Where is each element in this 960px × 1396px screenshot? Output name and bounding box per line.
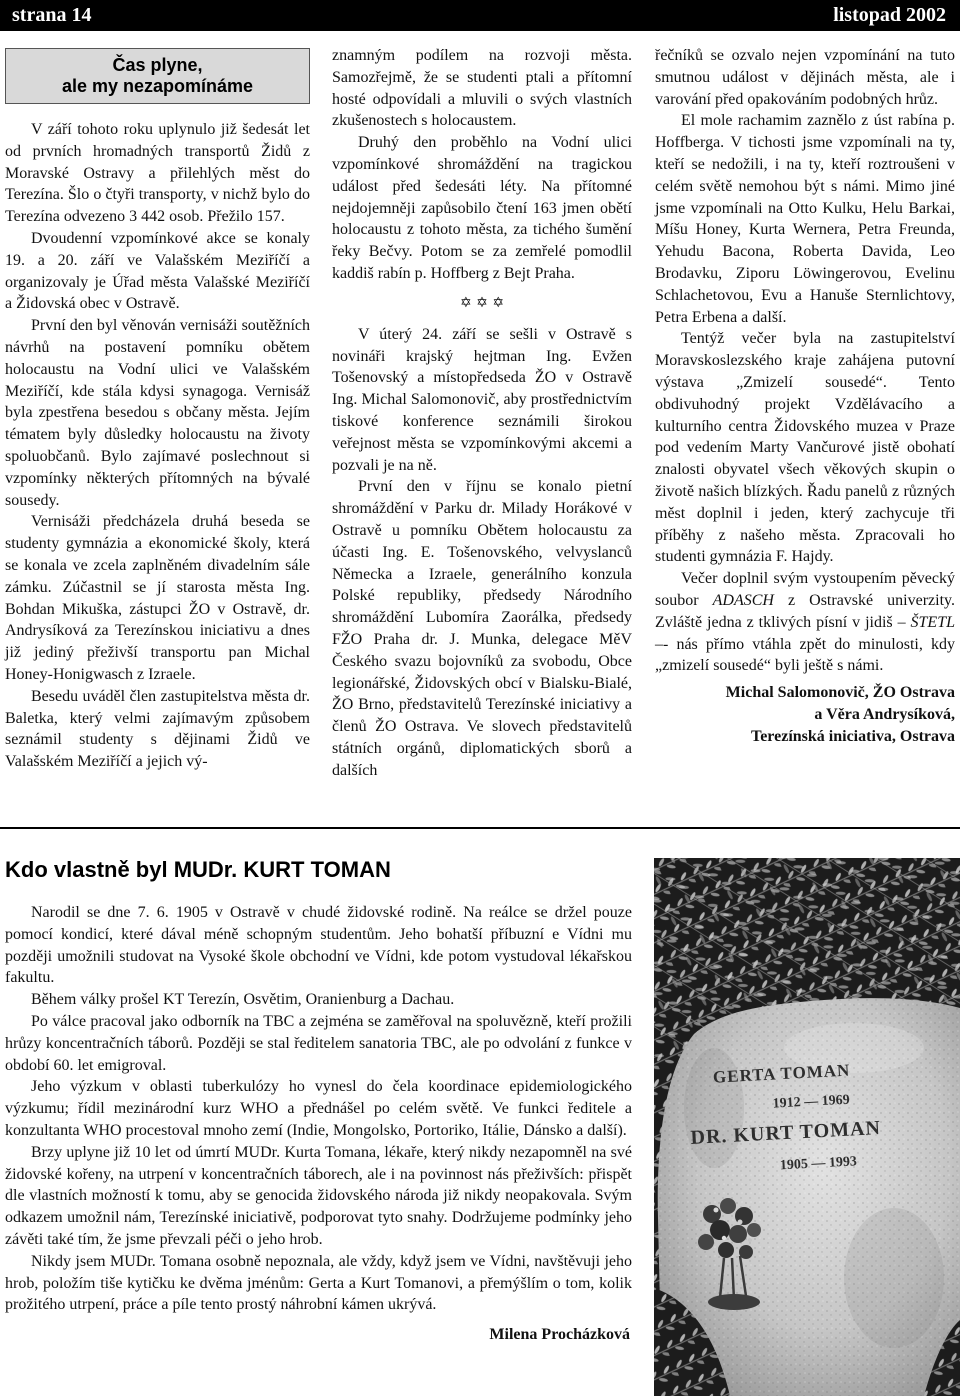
star-of-david-separator: ✡ ✡ ✡ bbox=[459, 294, 505, 311]
article-author: Milena Procházková bbox=[489, 1326, 630, 1344]
article-signature bbox=[655, 682, 955, 747]
page-number: strana 14 bbox=[12, 4, 92, 26]
ensemble-name: ADASCH bbox=[712, 591, 774, 609]
article-paragraph: Tentýž večer byla na zastupitelství Moravskoslezského kraje zahájena putovní výstava „Zmizelí sousedé“. Tento obdivuhodný projekt Vzdělávacího a kulturního centra Židovského muzea v Praze pod vedením Marty Vančurové jistě obohatí znalosti obyvatel všech věkových skupin o životě našich blízkých. Řadu panelů z různých měst doplnil i jeden, který zachycuje tři příběhy z našeho města. Zpracovali ho studenti gymnázia F. Hajdy. bbox=[655, 330, 955, 566]
article-paragraph: První den byl věnován vernisáži soutěžních návrhů na postavení pomníku obětem holocaustu na Vodní ulici ve Valašském Meziříčí, kde stála kdysi synagoga. Vernisáž byla zpestřena besedou s občany města. Jejím tématem byly důsledky holocaustu na životy spoluobčanů. Bylo zajímavé poslechnout si vzpomínky některých přítomných na bývalé sousedy. bbox=[5, 317, 310, 509]
article-title-line: Čas plyne, bbox=[112, 55, 203, 75]
article-paragraph: Jeho výzkum v oblasti tuberkulózy ho vynesl do čela koordinace epidemiologického výzkumu; řídil mezinárodní kurz WHO a přednášel po celém světě. Ve funkci ředitele a konzultanta WHO procestoval mnoho zemí (Indie, Mongolsko, Portoriko, Itálie, Dánsko a další). bbox=[5, 1078, 632, 1139]
article-paragraph: El mole rachamim zaznělo z úst rabína p. Hoffberga. V tichosti jsme vzpomínali na ty, kteří se nedožili, i na ty, kteří roztroušeni v celém světě nemohou být s námi. Mimo jiné jsme vzpomínali na Otto Kulku, Helu Barkai, Míšu Honey, Kurta Wernera, Petra Freunda, Yehudu Bacona, Roberta Davida, Leo Brodavku, Ziporu Löwingerovou, Evelinu Schlachetovou, Evu a Hanuše Sternlichtovy, Petra Erbena a další. bbox=[655, 112, 955, 326]
article-paragraph: První den v říjnu se konalo pietní shromáždění v Parku dr. Milady Horákové v Ostravě u pomníku Obětem holocaustu za účasti Ing. E. Tošenovského, velvyslanců Německa a Izraele, generálního konzula Polské republiky, předsedy Národního shromáždění Lubomíra Zaorálka, předsedy FŽO Praha dr. J. Munka, delegace MěV Českého svazu bojovníků za svobodu, Obce legionářské, Židovských obcí v Bialsku-Bialé, ŽO Brno, představitelů Terezínské iniciativy a členů ŽO Ostrava. Ve slovech představitelů státních orgánů, diplomatických sborů a dalších bbox=[332, 478, 632, 779]
article-paragraph: znamným podílem na rozvoji města. Samozřejmě, že se studenti ptali a přítomní hosté odpovídali a mluvili o svých vlastních zkušenostech s holocaustem. bbox=[332, 47, 632, 130]
article-2-body bbox=[5, 902, 632, 1346]
article-paragraph: Druhý den proběhlo na Vodní ulici vzpomínkové shromáždění na tragickou událost před šedesáti léty. Na přítomné nejdojemněji zapůsobilo čtení 163 jmen obětí holocaustu z tohoto města, za tichého šumění řeky Bečvy. Potom se za zemřelé pomodlil kaddiš rabín p. Hoffberg z Bejt Praha. bbox=[332, 134, 632, 282]
inscription-line: GERTA TOMAN bbox=[712, 1060, 851, 1087]
article-paragraph: Brzy uplyne již 10 let od úmrtí MUDr. Kurta Tomana, lékaře, který nikdy nezapomněl na své židovské kořeny, na utrpení v koncentračních táborech, ale i na povinnost nás přeživších: přispět dle vlastních možností k tomu, aby se genocida židovského národa již nikdy neopakovala. Svým odkazem umožnil nám, Terezínské iniciativě, podporovat tyto snahy. Dodržujeme podmínky jeho závěti také tím, že jsme převzali péči o jeho hrob. bbox=[5, 1143, 632, 1248]
article-paragraph: řečníků se ozvalo nejen vzpomínání na tuto smutnou událost v dějinách města, ale i varování před opakováním podobných hrůz. bbox=[655, 47, 955, 108]
paragraph-text-segment: Večer doplnil svým vystoupením pěvecký soubor bbox=[655, 570, 955, 609]
inscription-line: 1912 — 1969 bbox=[772, 1092, 851, 1112]
article-paragraph bbox=[655, 568, 955, 677]
gravestone-photo-drawing bbox=[654, 858, 960, 1396]
article-paragraph: V září tohoto roku uplynulo již šedesát let od prvních hromadných transportů Židů z Moravské Ostravy a přilehlých měst do Terezína. Šlo o čtyři transporty, v nichž bylo do Terezína odvezeno 3 442 osob. Přežilo 157. bbox=[5, 121, 310, 226]
signature-line: a Věra Andrysíková, bbox=[814, 705, 955, 723]
article-paragraph: V úterý 24. září se sešli v Ostravě s novináři krajský hejtman Ing. Evžen Tošenovský a místopředseda ŽO v Ostravě Ing. Michal Salomonovič, aby prostřednictvím tiskové konference seznámili širokou veřejnost města se vzpomínkovými akcemi a pozvali je na ně. bbox=[332, 325, 632, 474]
inscription-line: 1905 — 1993 bbox=[779, 1154, 858, 1174]
signature-line: Terezínská iniciativa, Ostrava bbox=[751, 727, 955, 745]
paragraph-text-segment: z Ostravské univerzity. Zvláště jedna z tklivých písní v jidiš – bbox=[655, 591, 955, 631]
column-2 bbox=[332, 45, 632, 782]
article-paragraph: Narodil se dne 7. 6. 1905 v Ostravě v chudé židovské rodině. Na reálce se držel pouze pomocí kondicí, které dával méně schopným studentům. Jeho bohatší příbuzní e Vídni mu později umožnili studovat na Vysoké škole obchodní ve Vídni, kde potom vystudoval lékařskou fakultu. bbox=[5, 904, 632, 987]
article-paragraph: Vernisáži předcházela druhá beseda se studenty gymnázia a ekonomické školy, která se konala ve zcela zaplněném divadelním sále zámku. Zúčastnil se jí starosta města Ing. Bohdan Mikuška, zástupci ŽO v Ostravě, dr. Andrysíková za Terezínskou iniciativu a dnes již jediný přeživší transportu pan Michal Honey-Honigwasch z Izraele. bbox=[5, 513, 310, 683]
inscription-line: DR. KURT TOMAN bbox=[690, 1117, 882, 1149]
signature-line: Michal Salomonovič, ŽO Ostrava bbox=[725, 684, 955, 702]
article-paragraph: Po válce pracoval jako odborník na TBC a zejména se zaměřoval na spoluvězně, kteří prožili hrůzy koncentračních táborů. Později se stal ředitelem sanatoria TBC, ale po odvolání z funkce v období 60. let emigroval. bbox=[5, 1012, 632, 1074]
article-paragraph: Dvoudenní vzpomínkové akce se konaly 19. a 20. září ve Valašském Meziříčí a organizovaly je Úřad města Valašské Meziříčí a Židovská obec v Ostravě. bbox=[5, 229, 310, 313]
article-paragraph: Nikdy jsem MUDr. Tomana osobně nepoznala, ale vždy, když jsem ve Vídni, navštěvuji jeho hrob, položím tiše kytičku ke dvěma jménům: Gerta a Kurt Tomanovi, a přemýšlím o tom, kolik prožitého utrpení, práce a píle tento prostý náhrobní kámen ukrývá. bbox=[5, 1252, 632, 1314]
article-2-heading: Kdo vlastně byl MUDr. KURT TOMAN bbox=[5, 857, 391, 882]
column-1 bbox=[5, 119, 310, 773]
paragraph-text-segment: –- nás přímo vtáhla zpět do minulosti, kdy „zmizelí sousedé“ byli ještě s námi. bbox=[655, 635, 955, 675]
article-paragraph: Besedu uváděl člen zastupitelstva města dr. Baletka, který velmi zajímavým způsobem seznámil studenty s dějinami Židů ve Valašském Meziříčí a jejich vý- bbox=[5, 687, 310, 771]
article-title-box bbox=[5, 48, 310, 104]
column-3 bbox=[655, 45, 955, 748]
issue-date: listopad 2002 bbox=[833, 4, 946, 26]
article-paragraph: Během války prošel KT Terezín, Osvětim, Oranienburg a Dachau. bbox=[31, 991, 455, 1009]
page-header-bar bbox=[0, 0, 960, 31]
gravestone-photo bbox=[654, 858, 960, 1396]
article-title-line: ale my nezapomínáme bbox=[61, 76, 254, 96]
section-divider bbox=[0, 827, 960, 829]
song-title: ŠTETL bbox=[910, 613, 955, 631]
